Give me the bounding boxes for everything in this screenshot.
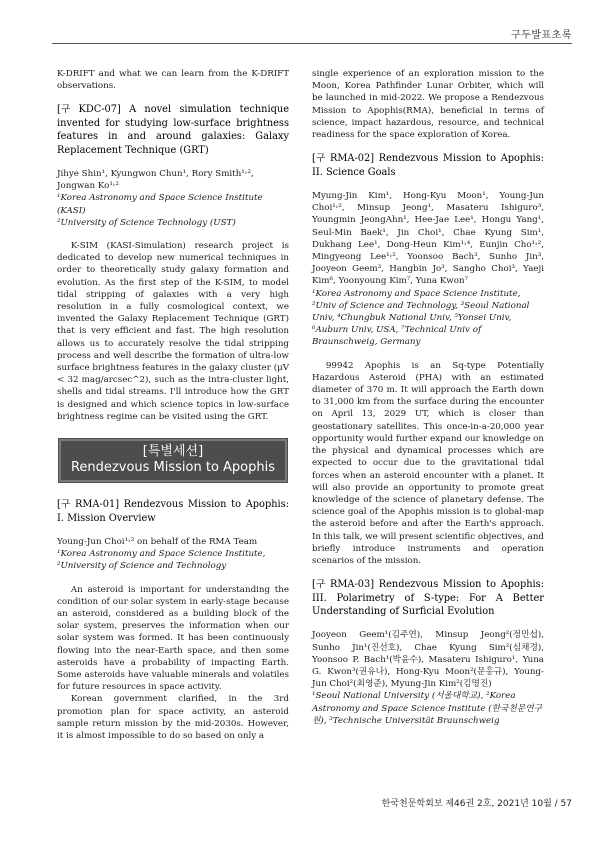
left-column [57,68,289,742]
right-column [312,68,544,727]
rma02-affiliation-2: ²Univ of Science and Technology, ³Seoul National Univ, ⁴Chungbuk National Univ, ⁵Yonsei Univ, ⁶Auburn Univ, USA, ⁷Technical Univ of Braunschweig, Germany [312,300,530,348]
rma01-body-continued: single experience of an exploration mission to the Moon, Korea Pathfinder Lunar Orbiter, which will be launched in mid-2022. We propose a Rendezvous Mission to Apophis(RMA), beneficial in terms of science, impact hazardous, resource, and technical readiness for the space exploration of Korea. [312,69,544,141]
kdc07-affiliation-1: ¹Korea Astronomy and Space Science Institute (KASI) [57,193,263,216]
rma01-affiliation-2: ²University of Science and Technology [57,561,227,572]
header-rule [52,43,572,44]
rma01-body-paragraph-2: Korean government clarified, in the 3rd promotion plan for space activity, an asteroid sample return mission by the mid-2030s. However, it is almost impossible to do so based on only a [57,694,289,741]
kdc07-affiliation-2: ²University of Science Technology (UST) [57,217,236,228]
previous-abstract-ending: K-DRIFT and what we can learn from the K-DRIFT observations. [57,69,289,92]
banner-title: Rendezvous Mission to Apophis [70,460,276,476]
rma02-title: [구 RMA-02] Rendezvous Mission to Apophis: II. Science Goals [312,153,544,178]
section-header: 구두발표초록 [511,30,572,41]
rma01-affiliation-1: ¹Korea Astronomy and Space Science Institute, [57,549,266,560]
page-footer: 한국천문학회보 제46권 2호, 2021년 10월 / 57 [381,799,572,809]
special-session-banner [59,439,287,482]
rma02-body: 99942 Apophis is an Sq-type Potentially Hazardous Asteroid (PHA) with an estimated diameter of 370 m. It will approach the Earth down to 31,000 km from the surface during the encounter on April 13, 2029 UT, which is closer than geostationary satellites. This once-in-a-20,000 year opportunity would further expand our knowledge on the physical and dynamical processes which are expected to occur due to the gravitational tidal forces when an asteroid encounter with a planet. It will also provide an opportunity to promote great knowledge of the science of planetary defense. The science goal of the Apophis mission is to global-map the asteroid before and after the Earth's approach. In this talk, we will present scientific objectives, and briefly introduce instruments and operation scenarios of the mission. [312,360,544,566]
rma02-affiliation-1: ¹Korea Astronomy and Space Science Institute, [312,288,521,299]
rma01-body-paragraph-1: An asteroid is important for understanding the condition of our solar system in early-stage because an asteroid, considered as a building block of the solar system, preserves the information when our solar system was formed. It has been continuously flowing into the near-Earth space, and then some asteroids have a probability of impacting Earth. Some asteroids have valuable minerals and volatiles for future resources in space activity. [57,584,289,693]
banner-label: [특별세션] [142,444,204,460]
kdc07-authors: Jihye Shin¹, Kyungwon Chun¹, Rory Smith¹˒², Jongwan Ko¹˒² [57,169,254,192]
rma01-authors: Young-Jun Choi¹˒² on behalf of the RMA Team [57,536,258,547]
rma03-authors: Jooyeon Geem¹(김주연), Minsup Jeong²(정민섭), Sunho Jin¹(진선호), Chae Kyung Sim²(심채경), Yoonsoo P. Bach¹(박윤수), Masateru Ishiguro¹, Yuna G. Kwon³(권유나), Hong-Kyu Moon²(문홍규), Young-Jun Choi²(최영준), Myung-Jin Kim²(김명진) [312,630,544,690]
kdc07-body: K-SIM (KASI-Simulation) research project is dedicated to develop new numerical techniques in order to theoretically study galaxy formation and evolution. As the first step of the K-SIM, to model tidal stripping of galaxies with a very high resolution in a fully cosmological context, we invented the Galaxy Replacement Technique (GRT) that is very efficient and fast. The high resolution allows us to accurately resolve the tidal stripping process and well describe the formation of ultra-low surface brightness features in the galaxy cluster (μV < 32 mag/arcsec^2), such as the intra-cluster light, shells and tidal streams. I'll introduce how the GRT is designed and which science topics in low-surface brightness regime can be visited using the GRT. [57,241,290,422]
rma02-authors: Myung-Jin Kim¹, Hong-Kyu Moon¹, Young-Jun Choi¹˒², Minsup Jeong¹, Masateru Ishiguro³, Youngmin JeongAhn¹, Hee-Jae Lee¹, Hongu Yang¹, Seul-Min Baek¹, Jin Choi¹, Chae Kyung Sim¹, Dukhang Lee¹, Dong-Heun Kim¹˒⁴, Eunjin Cho¹˒², Mingyeong Lee¹˒², Yoonsoo Bach³, Sunho Jin³, Jooyeon Geem³, Hangbin Jo³, Sangho Choi³, Yaeji Kim⁶, Yoonyoung Kim⁷, Yuna Kwon⁷ [312,191,544,287]
rma03-title: [구 RMA-03] Rendezvous Mission to Apophis: III. Polarimetry of S-type: For A Better Understanding of Surficial Evolution [312,579,544,617]
kdc07-title: [구 KDC-07] A novel simulation technique invented for studying low-surface brightness features in and around galaxies: Galaxy Replacement Technique (GRT) [57,104,289,156]
rma01-title: [구 RMA-01] Rendezvous Mission to Apophis: I. Mission Overview [57,499,289,524]
rma03-affiliations: ¹Seoul National University (서울대학교), ²Korea Astronomy and Space Science Institute (한국천문연구원), ³Technische Universität Braunschweig [312,691,542,726]
